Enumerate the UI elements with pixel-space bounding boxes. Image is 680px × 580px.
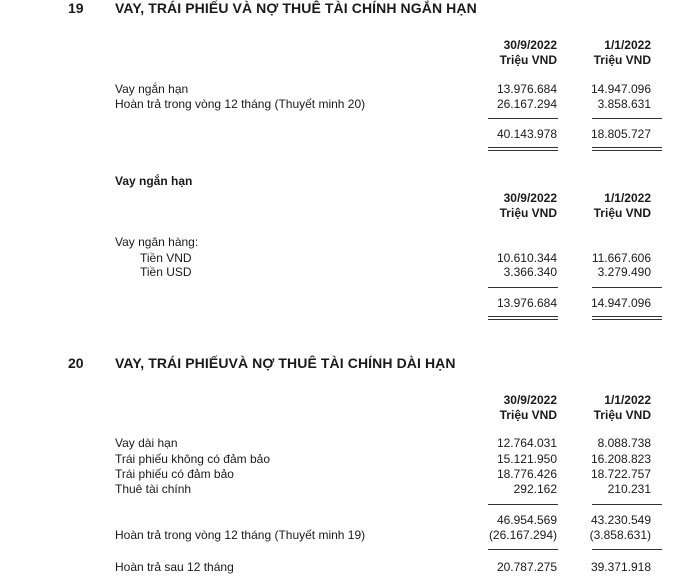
s19-col1-header bbox=[500, 38, 557, 68]
sl-total-c2: 14.947.096 bbox=[590, 296, 651, 310]
s20-row-value-c2: 8.088.738 bbox=[597, 436, 651, 450]
s20-row-label: Vay dài hạn bbox=[115, 436, 178, 450]
sl-row-value-c2: 11.667.606 bbox=[591, 251, 651, 265]
s20-subtotal-rule-c1 bbox=[488, 504, 558, 505]
section-19-title: VAY, TRÁI PHIẾU VÀ NỢ THUÊ TÀI CHÍNH NGẮN HẠN bbox=[115, 0, 477, 16]
s19-double-rule-c2 bbox=[592, 147, 662, 151]
section-20-number: 20 bbox=[68, 355, 84, 371]
sl-col1-unit: Triệu VND bbox=[499, 206, 557, 220]
s19-row-value-c1: 26.167.294 bbox=[496, 97, 557, 111]
sl-row-value-c1: 3.366.340 bbox=[503, 265, 557, 279]
s20-row-value-c1: 15.121.950 bbox=[496, 452, 557, 466]
sl-total-rule-c1 bbox=[488, 287, 558, 288]
sl-row-label: Tiền USD bbox=[140, 265, 192, 279]
s20-subtotal-c1: 46.954.569 bbox=[496, 513, 557, 527]
s20-row-label: Thuê tài chính bbox=[115, 482, 192, 496]
s19-double-rule-c1 bbox=[488, 147, 558, 151]
short-loans-title: Vay ngắn hạn bbox=[115, 174, 193, 188]
section-20-title: VAY, TRÁI PHIẾUVÀ NỢ THUÊ TÀI CHÍNH DÀI HẠN bbox=[115, 355, 456, 371]
s19-row-label: Vay ngắn hạn bbox=[115, 82, 189, 96]
sl-col2-unit: Triệu VND bbox=[593, 206, 651, 220]
s20-repay-12m-label: Hoàn trả trong vòng 12 tháng (Thuyết minh 19) bbox=[115, 528, 366, 542]
sl-total-rule-c2 bbox=[592, 287, 662, 288]
s19-total-rule-c1 bbox=[488, 118, 558, 119]
s20-row-label: Trái phiếu có đảm bảo bbox=[115, 467, 234, 481]
s19-col2-header bbox=[594, 38, 651, 68]
s20-col1-unit: Triệu VND bbox=[499, 408, 557, 422]
s19-col2-date: 1/1/2022 bbox=[604, 38, 651, 52]
s19-col1-unit: Triệu VND bbox=[499, 53, 557, 67]
sl-double-rule-c1 bbox=[488, 316, 558, 320]
sl-col1-date: 30/9/2022 bbox=[503, 191, 557, 205]
s20-row-value-c1: 18.776.426 bbox=[496, 467, 557, 481]
s20-after-rule-c1 bbox=[488, 549, 558, 550]
s20-col1-header bbox=[500, 393, 557, 423]
s19-row-label: Hoàn trả trong vòng 12 tháng (Thuyết minh 20) bbox=[115, 97, 366, 111]
s20-row-label: Trái phiếu không có đảm bảo bbox=[115, 452, 270, 466]
sl-row-value-c1: 10.610.344 bbox=[496, 251, 557, 265]
s20-row-value-c2: 16.208.823 bbox=[590, 452, 651, 466]
s19-total-c2: 18.805.727 bbox=[590, 127, 651, 141]
s20-row-value-c2: 210.231 bbox=[607, 482, 651, 496]
sl-row-label: Tiền VND bbox=[140, 251, 192, 265]
s20-col2-header bbox=[594, 393, 651, 423]
section-19-number: 19 bbox=[68, 0, 84, 16]
s20-row-value-c1: 12.764.031 bbox=[496, 436, 557, 450]
sl-total-c1: 13.976.684 bbox=[496, 296, 557, 310]
sl-col2-header bbox=[594, 191, 651, 221]
s20-subtotal-c2: 43.230.549 bbox=[590, 513, 651, 527]
s19-row-value-c2: 14.947.096 bbox=[590, 82, 651, 96]
sl-group-label: Vay ngân hàng: bbox=[115, 235, 199, 249]
s19-col1-date: 30/9/2022 bbox=[503, 38, 557, 52]
s20-repay-12m-c1: (26.167.294) bbox=[488, 528, 557, 542]
s20-row-value-c2: 18.722.757 bbox=[590, 467, 651, 481]
sl-col1-header bbox=[500, 191, 557, 221]
s20-col2-unit: Triệu VND bbox=[593, 408, 651, 422]
s19-row-value-c1: 13.976.684 bbox=[496, 82, 557, 96]
s19-col2-unit: Triệu VND bbox=[593, 53, 651, 67]
sl-double-rule-c2 bbox=[592, 316, 662, 320]
sl-row-value-c2: 3.279.490 bbox=[597, 265, 651, 279]
s19-total-c1: 40.143.978 bbox=[496, 127, 557, 141]
s20-col2-date: 1/1/2022 bbox=[604, 393, 651, 407]
sl-col2-date: 1/1/2022 bbox=[604, 191, 651, 205]
s20-after-12m-c1: 20.787.275 bbox=[496, 560, 557, 574]
s20-after-rule-c2 bbox=[592, 549, 662, 550]
s20-after-12m-c2: 39.371.918 bbox=[590, 560, 651, 574]
s20-subtotal-rule-c2 bbox=[592, 504, 662, 505]
s20-after-12m-label: Hoàn trả sau 12 tháng bbox=[115, 560, 234, 574]
s20-col1-date: 30/9/2022 bbox=[503, 393, 557, 407]
s19-row-value-c2: 3.858.631 bbox=[597, 97, 651, 111]
s20-row-value-c1: 292.162 bbox=[513, 482, 557, 496]
s19-total-rule-c2 bbox=[592, 118, 662, 119]
s20-repay-12m-c2: (3.858.631) bbox=[589, 528, 651, 542]
